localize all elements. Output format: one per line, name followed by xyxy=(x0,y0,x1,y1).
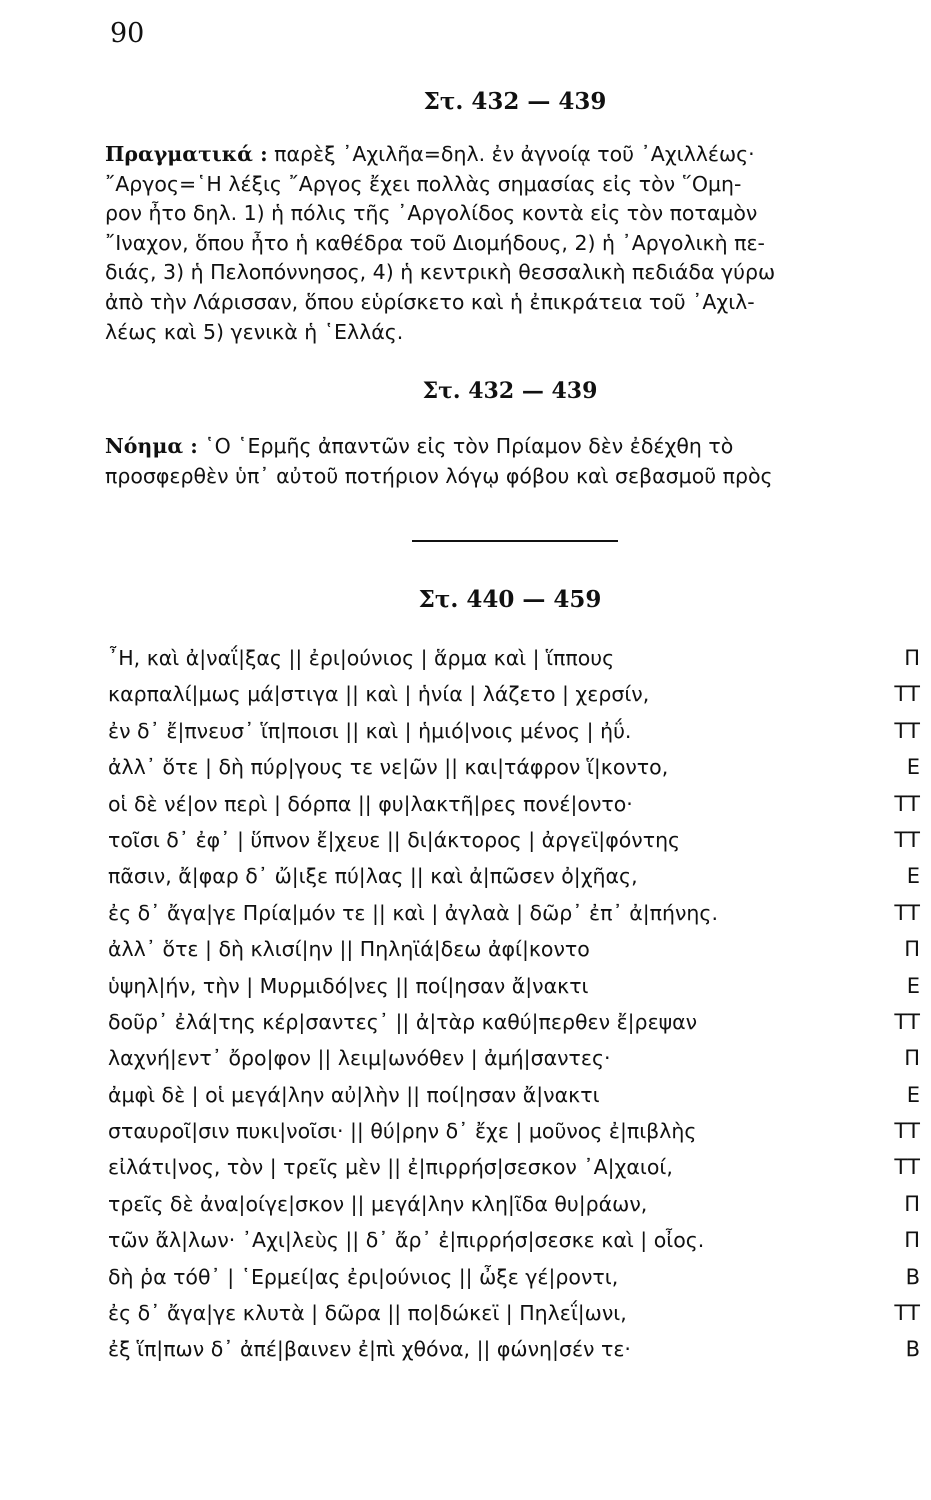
notes-line xyxy=(105,140,925,170)
meter-mark: ΤΤ xyxy=(894,718,920,743)
verse-text: ἐν δ᾿ ἔ|πνευσ᾿ ἵπ|ποισι || καὶ | ἡμιό|νοις μένος | ἠΰ. xyxy=(108,718,632,743)
notes-paragraph xyxy=(105,140,925,347)
meter-mark: ΤΤ xyxy=(894,1009,920,1034)
verse-text: πᾶσιν, ἄ|φαρ δ᾿ ὤ|ιξε πύ|λας || καὶ ἀ|πῶσεν ὀ|χῆας, xyxy=(108,864,638,889)
meter-mark: Β xyxy=(905,1264,920,1289)
notes-line: διάς, 3) ἡ Πελοπόννησος, 4) ἡ κεντρικὴ θεσσαλικὴ πεδιάδα γύρω xyxy=(105,260,776,285)
meter-mark: Ε xyxy=(906,755,920,780)
meter-mark: Π xyxy=(904,1191,920,1216)
meaning-paragraph xyxy=(105,432,925,491)
verse-text: λαχνή|εντ᾿ ὄρο|φον || λειμ|ωνόθεν | ἀμή|σαντες· xyxy=(108,1046,611,1071)
verse-text: εἰλάτι|νος, τὸν | τρεῖς μὲν || ἐ|πιρρήσ|σεσκον ᾿Α|χαιοί, xyxy=(108,1155,673,1180)
verse-line xyxy=(108,1042,920,1078)
meter-mark: ΤΤ xyxy=(894,1301,920,1326)
notes-line: ρον ἦτο δηλ. 1) ἡ πόλις τῆς ᾿Αργολίδος κοντὰ εἰς τὸν ποταμὸν xyxy=(105,201,758,226)
meter-mark: Β xyxy=(905,1337,920,1362)
notes-text: παρὲξ ᾿Αχιλῆα=δηλ. ἐν ἀγνοίᾳ τοῦ ᾿Αχιλλέως· xyxy=(274,142,755,166)
verse-line xyxy=(108,642,920,678)
verse-text: ἐς δ᾿ ἄγα|γε Πρία|μόν τε || καὶ | ἀγλαὰ | δῶρ᾿ ἐπ᾿ ἀ|πήνης. xyxy=(108,900,718,925)
meaning-text: ῾Ο ῾Ερμῆς ἀπαντῶν εἰς τὸν Πρίαμον δὲν ἐδέχθη τὸ xyxy=(204,434,734,458)
verse-line xyxy=(108,1151,920,1187)
meter-mark: Ε xyxy=(906,864,920,889)
verse-line xyxy=(108,933,920,969)
meaning-line: προσφερθὲν ὑπ᾿ αὐτοῦ ποτήριον λόγῳ φόβου καὶ σεβασμοῦ πρὸς xyxy=(105,463,773,488)
section-heading-432-439: Στ. 432 — 439 xyxy=(423,88,607,115)
notes-line: ῎Αργος=῾Η λέξις ῎Αργος ἔχει πολλὰς σημασίας εἰς τὸν ῞Ομη- xyxy=(105,171,742,196)
verse-text: τοῖσι δ᾿ ἐφ᾿ | ὕπνον ἔ|χευε || δι|άκτορος | ἀργεϊ|φόντης xyxy=(108,827,681,852)
verse-line xyxy=(108,1115,920,1151)
verse-line xyxy=(108,678,920,714)
verse-line xyxy=(108,715,920,751)
section-divider xyxy=(412,540,618,542)
verse-text: σταυροῖ|σιν πυκι|νοῖσι· || θύ|ρην δ᾿ ἔχε | μοῦνος ἐ|πιβλὴς xyxy=(108,1119,697,1144)
meaning-label: Νόημα : xyxy=(105,434,198,458)
meter-mark: ΤΤ xyxy=(894,1119,920,1144)
verse-line xyxy=(108,897,920,933)
verse-text: ἀλλ᾿ ὅτε | δὴ κλισί|ην || Πηληϊά|δεω ἀφί|κοντο xyxy=(108,937,590,962)
verse-text: καρπαλί|μως μά|στιγα || καὶ | ἡνία | λάζετο | χερσίν, xyxy=(108,682,650,707)
verse-line xyxy=(108,751,920,787)
verse-text: οἱ δὲ νέ|ον περὶ | δόρπα || φυ|λακτῆ|ρες πονέ|οντο· xyxy=(108,791,633,816)
verse-text: δὴ ῥα τόθ᾿ | ῾Ερμεί|ας ἐρι|ούνιος || ὦξε γέ|ροντι, xyxy=(108,1264,619,1289)
verse-text: δοῦρ᾿ ἐλά|της κέρ|σαντες᾿ || ἀ|τὰρ καθύ|περθεν ἔ|ρεψαν xyxy=(108,1009,698,1034)
meter-mark: Π xyxy=(904,1046,920,1071)
meter-mark: Π xyxy=(904,1228,920,1253)
meter-mark: Ε xyxy=(906,973,920,998)
verse-line xyxy=(108,1224,920,1260)
notes-line: ῎Ιναχον, ὅπου ἦτο ἡ καθέδρα τοῦ Διομήδους, 2) ἡ ᾿Αργολικὴ πε- xyxy=(105,230,765,255)
verse-text: τρεῖς δὲ ἀνα|οίγε|σκον || μεγά|λην κλη|ῖδα θυ|ράων, xyxy=(108,1191,648,1216)
verse-text: ὑψηλ|ήν, τὴν | Μυρμιδό|νες || ποί|ησαν ἄ|νακτι xyxy=(108,973,589,998)
section-heading-440-459: Στ. 440 — 459 xyxy=(418,586,602,613)
verse-line xyxy=(108,1261,920,1297)
section-heading-432-439-meaning: Στ. 432 — 439 xyxy=(422,378,598,404)
meter-mark: ΤΤ xyxy=(894,791,920,816)
verse-line xyxy=(108,824,920,860)
meter-mark: ΤΤ xyxy=(894,1155,920,1180)
meter-mark: ΤΤ xyxy=(894,827,920,852)
notes-label: Πραγματικά : xyxy=(105,142,268,166)
verse-line xyxy=(108,1333,920,1369)
verse-line xyxy=(108,860,920,896)
verse-text: ἐς δ᾿ ἄγα|γε κλυτὰ | δῶρα || πο|δώκεϊ | Πηλεΐ|ωνι, xyxy=(108,1301,627,1326)
meter-mark: ΤΤ xyxy=(894,682,920,707)
verse-line xyxy=(108,1079,920,1115)
verse-text: ῏Η, καὶ ἀ|ναΐ|ξας || ἐρι|ούνιος | ἅρμα καὶ | ἵππους xyxy=(108,646,615,670)
page-number: 90 xyxy=(110,18,145,49)
verse-line xyxy=(108,1297,920,1333)
verse-text: ἐξ ἵπ|πων δ᾿ ἀπέ|βαινεν ἐ|πὶ χθόνα, || φώνη|σέν τε· xyxy=(108,1337,631,1362)
meter-mark: Π xyxy=(904,937,920,962)
verse-text: τῶν ἄλ|λων· ᾿Αχι|λεὺς || δ᾿ ἄρ᾿ ἐ|πιρρήσ|σεσκε καὶ | οἶος. xyxy=(108,1228,705,1253)
meter-mark: Ε xyxy=(906,1082,920,1107)
verse-list xyxy=(108,642,920,1370)
notes-line: λέως καὶ 5) γενικὰ ἡ ῾Ελλάς. xyxy=(105,319,404,344)
meter-mark: Π xyxy=(904,646,920,670)
verse-line xyxy=(108,1188,920,1224)
verse-line xyxy=(108,788,920,824)
verse-line xyxy=(108,970,920,1006)
meaning-line xyxy=(105,432,925,462)
verse-text: ἀμφὶ δὲ | οἱ μεγά|λην αὐ|λὴν || ποί|ησαν ἄ|νακτι xyxy=(108,1082,600,1107)
verse-line xyxy=(108,1006,920,1042)
verse-text: ἀλλ᾿ ὅτε | δὴ πύρ|γους τε νε|ῶν || και|τάφρον ἵ|κοντο, xyxy=(108,755,669,780)
meter-mark: ΤΤ xyxy=(894,900,920,925)
notes-line: ἀπὸ τὴν Λάρισσαν, ὅπου εὑρίσκετο καὶ ἡ ἐπικράτεια τοῦ ᾿Αχιλ- xyxy=(105,289,755,314)
